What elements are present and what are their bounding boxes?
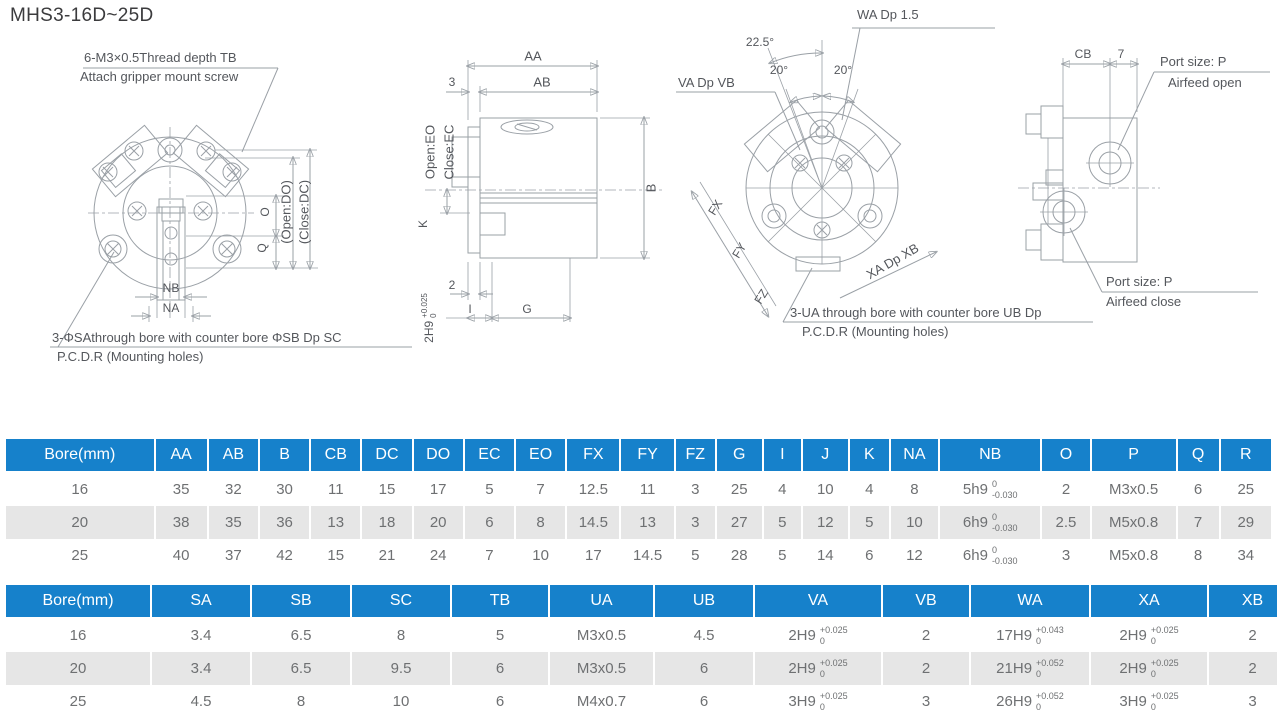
- table-cell: 29: [1220, 506, 1271, 539]
- front-callout-top-line1: 6-M3×0.5Thread depth TB: [84, 50, 237, 65]
- table-cell: 9.5: [351, 652, 451, 685]
- table-cell: 14: [802, 539, 849, 572]
- tol-stack: [992, 479, 1018, 500]
- table-cell: 20: [6, 652, 151, 685]
- table1-header-row: [6, 439, 1271, 472]
- col-header-fx: FX: [566, 439, 620, 472]
- tolerance-value: [963, 545, 1018, 566]
- dim-q-label: Q: [255, 243, 270, 253]
- table-cell: 34: [1220, 539, 1271, 572]
- col-header-va: VA: [754, 585, 882, 618]
- tol-base: 26H9: [996, 693, 1033, 710]
- tol-stack: [820, 691, 848, 712]
- table-cell: 3.4: [151, 652, 251, 685]
- dim-ab-label: AB: [533, 74, 551, 90]
- tol-upper: +0.025: [819, 658, 848, 669]
- col-header-nb: NB: [939, 439, 1041, 472]
- dim-7-label: 7: [1117, 47, 1125, 62]
- table-cell: 3: [1208, 685, 1277, 718]
- tolerance-value: [996, 625, 1064, 646]
- tol-stack: [1151, 658, 1179, 679]
- tol-upper: 0: [991, 479, 997, 490]
- col-header-cb: CB: [310, 439, 361, 472]
- table-cell: 8: [351, 618, 451, 652]
- table-cell: 6: [451, 685, 549, 718]
- front-callout-top-line2: Attach gripper mount screw: [80, 69, 239, 84]
- front-view-drawing: [50, 68, 412, 347]
- table-cell: 2: [882, 652, 970, 685]
- tol-stack: [992, 545, 1018, 566]
- table-cell: 37: [208, 539, 259, 572]
- dim-g-label: G: [522, 302, 532, 317]
- table-cell: [939, 472, 1041, 506]
- col-header-fz: FZ: [675, 439, 716, 472]
- page-title: MHS3-16D~25D: [10, 5, 154, 26]
- table-cell: 6: [654, 652, 754, 685]
- table-cell: 6.5: [251, 618, 351, 652]
- dim-i-label: I: [468, 302, 472, 317]
- tol-stack: [1036, 691, 1064, 712]
- angle-callout-line2: P.C.D.R (Mounting holes): [802, 324, 949, 339]
- col-header-tb: TB: [451, 585, 549, 618]
- col-header-k: K: [849, 439, 890, 472]
- table-cell: 5: [464, 472, 515, 506]
- table-cell: [754, 652, 882, 685]
- table-cell: 6.5: [251, 652, 351, 685]
- tol-base: 2H9: [788, 660, 816, 677]
- table-cell: 16: [71, 481, 89, 498]
- section-view-drawing: [422, 60, 662, 322]
- port-view-drawing: [1018, 58, 1270, 292]
- table-cell: M5x0.8: [1091, 506, 1177, 539]
- table-cell: 5: [451, 618, 549, 652]
- table-row-bore-25: [6, 539, 1271, 572]
- table-cell: 13: [620, 506, 674, 539]
- angle-callout-line1: 3-UA through bore with counter bore UB Dp: [790, 305, 1042, 320]
- dim-close-dc-label: (Close:DC): [296, 179, 312, 245]
- tol-base: 6h9: [962, 547, 988, 564]
- tol-lower: 0: [429, 313, 438, 318]
- table-cell: 17: [413, 472, 464, 506]
- col-header-xa: XA: [1090, 585, 1208, 618]
- col-header-sb: SB: [251, 585, 351, 618]
- tolerance-value: [1119, 625, 1178, 646]
- table-cell: 7: [515, 472, 566, 506]
- table-cell: 6: [1177, 472, 1220, 506]
- tolerance-value: [1119, 691, 1178, 712]
- table-cell: 27: [716, 506, 763, 539]
- col-header-b: B: [259, 439, 310, 472]
- dim-k-label: K: [416, 219, 431, 229]
- tol-upper: +0.025: [1150, 691, 1179, 702]
- tolerance-value: [1119, 658, 1178, 679]
- table-cell: 12: [890, 539, 939, 572]
- tol-upper: +0.025: [819, 691, 848, 702]
- tolerance-value: [788, 658, 847, 679]
- table-cell: 6: [654, 685, 754, 718]
- angle-225-label: 22.5°: [745, 35, 775, 50]
- table-cell: 18: [361, 506, 412, 539]
- table-cell: [754, 618, 882, 652]
- open-eo-label: Open:EO: [422, 124, 438, 180]
- tol-lower: 0: [1150, 635, 1156, 646]
- tol-stack: [992, 512, 1018, 533]
- table-cell: [1090, 618, 1208, 652]
- col-header-xb: XB: [1208, 585, 1277, 618]
- table-cell: 8: [515, 506, 566, 539]
- table-cell: 38: [155, 506, 208, 539]
- tol-lower: -0.030: [991, 555, 1018, 566]
- dim-fx-label: FX: [705, 197, 726, 218]
- table1-head: [6, 439, 1271, 472]
- tol-stack: [1151, 625, 1179, 646]
- tol-lower: 0: [819, 635, 825, 646]
- tolerance-value: [963, 512, 1018, 533]
- table-cell: 8: [1177, 539, 1220, 572]
- col-header-do: DO: [413, 439, 464, 472]
- table-cell: 3: [675, 506, 716, 539]
- table-cell: 15: [310, 539, 361, 572]
- table-cell: [939, 506, 1041, 539]
- table-cell: 40: [155, 539, 208, 572]
- tol-base: 2H9: [788, 627, 816, 644]
- port-close-line1: Port size: P: [1106, 274, 1173, 289]
- table-cell: 24: [413, 539, 464, 572]
- close-ec-label: Close:EC: [441, 124, 457, 180]
- table-cell: 42: [259, 539, 310, 572]
- tolerance-value: [788, 691, 847, 712]
- table-cell: 11: [310, 472, 361, 506]
- table-cell: 13: [310, 506, 361, 539]
- table-cell: 16: [69, 627, 87, 644]
- table-cell: 7: [1177, 506, 1220, 539]
- dim-aa-label: AA: [524, 48, 542, 64]
- dimensions-table-1: [6, 439, 1271, 572]
- tolerance-value: [963, 479, 1018, 500]
- tol-lower: 0: [1150, 701, 1156, 712]
- tol-upper: +0.025: [819, 625, 848, 636]
- front-callout-bottom-line2: P.C.D.R (Mounting holes): [57, 349, 204, 364]
- wa-callout: WA Dp 1.5: [857, 7, 919, 22]
- table-cell: 35: [208, 506, 259, 539]
- angle-view-drawing: [676, 28, 1093, 322]
- dim-open-do-label: (Open:DO): [278, 180, 294, 244]
- dim-xa-label: XA Dp XB: [863, 240, 922, 283]
- col-header-bore-mm-: Bore(mm): [6, 585, 151, 618]
- col-header-q: Q: [1177, 439, 1220, 472]
- col-header-ec: EC: [464, 439, 515, 472]
- table-cell: 20: [6, 506, 155, 539]
- tolerance-value: [996, 658, 1064, 679]
- table-cell: 5: [763, 539, 802, 572]
- table-cell: 25: [71, 547, 89, 564]
- table-cell: 5: [675, 539, 716, 572]
- table-cell: 14.5: [566, 506, 620, 539]
- table-cell: 4: [763, 472, 802, 506]
- dim-2h9-label: [421, 293, 439, 343]
- table-cell: [1090, 685, 1208, 718]
- port-close-line2: Airfeed close: [1106, 294, 1182, 309]
- port-open-line1: Port size: P: [1160, 54, 1227, 69]
- table-cell: 10: [802, 472, 849, 506]
- col-header-aa: AA: [155, 439, 208, 472]
- table-cell: 3.4: [151, 618, 251, 652]
- table-cell: [970, 618, 1090, 652]
- table-row-bore-25: [6, 685, 1277, 718]
- table-cell: M3x0.5: [549, 618, 654, 652]
- front-callout-bottom-line1: 3-ΦSAthrough bore with counter bore ΦSB Dp SC: [52, 330, 342, 345]
- table-cell: [754, 685, 882, 718]
- table-cell: [1090, 652, 1208, 685]
- col-header-wa: WA: [970, 585, 1090, 618]
- table-cell: M3x0.5: [1091, 472, 1177, 506]
- col-header-ub: UB: [654, 585, 754, 618]
- table-cell: 8: [890, 472, 939, 506]
- table-cell: 15: [361, 472, 412, 506]
- col-header-o: O: [1041, 439, 1090, 472]
- col-header-p: P: [1091, 439, 1177, 472]
- table-cell: M4x0.7: [549, 685, 654, 718]
- tol-lower: -0.030: [991, 522, 1018, 533]
- table-cell: 32: [208, 472, 259, 506]
- table-cell: 6: [451, 652, 549, 685]
- tol-upper: 0: [991, 545, 997, 556]
- tol-base: 2H9: [422, 320, 437, 343]
- tol-base: 3H9: [788, 693, 816, 710]
- table-cell: 7: [464, 539, 515, 572]
- table2-head: [6, 585, 1277, 618]
- tol-base: 5h9: [962, 481, 988, 498]
- table-cell: 17: [566, 539, 620, 572]
- tolerance-value: [996, 691, 1064, 712]
- tol-upper: +0.025: [1150, 625, 1179, 636]
- col-header-g: G: [716, 439, 763, 472]
- table-cell: 5: [763, 506, 802, 539]
- table-row-bore-20: [6, 652, 1277, 685]
- tol-stack: [1036, 658, 1064, 679]
- table-cell: 25: [1220, 472, 1271, 506]
- table-cell: 4.5: [151, 685, 251, 718]
- table-cell: 20: [413, 506, 464, 539]
- table-cell: 6: [849, 539, 890, 572]
- dim-o-label: O: [258, 207, 273, 217]
- tol-base: 2H9: [1119, 627, 1147, 644]
- dim-3-label: 3: [448, 75, 456, 90]
- dim-b-label: B: [643, 183, 659, 193]
- col-header-i: I: [763, 439, 802, 472]
- tol-lower: 0: [1036, 701, 1042, 712]
- dim-nb-label: NB: [162, 281, 180, 296]
- tol-lower: 0: [1036, 668, 1042, 679]
- port-open-line2: Airfeed open: [1168, 75, 1242, 90]
- tol-stack: [820, 658, 848, 679]
- tol-lower: 0: [819, 668, 825, 679]
- tol-upper: +0.025: [1150, 658, 1179, 669]
- tol-upper: +0.025: [420, 293, 430, 318]
- table-cell: 10: [515, 539, 566, 572]
- col-header-eo: EO: [515, 439, 566, 472]
- table-cell: 2: [1041, 472, 1090, 506]
- table-cell: 3: [1041, 539, 1090, 572]
- tol-stack: [421, 293, 439, 318]
- table-cell: M5x0.8: [1091, 539, 1177, 572]
- col-header-fy: FY: [620, 439, 674, 472]
- table-cell: 35: [155, 472, 208, 506]
- col-header-na: NA: [890, 439, 939, 472]
- col-header-dc: DC: [361, 439, 412, 472]
- col-header-sa: SA: [151, 585, 251, 618]
- col-header-vb: VB: [882, 585, 970, 618]
- table-cell: 2: [882, 618, 970, 652]
- dimensions-table-2: [6, 585, 1277, 718]
- col-header-sc: SC: [351, 585, 451, 618]
- table-row-bore-20: [6, 506, 1271, 539]
- tol-upper: +0.043: [1036, 625, 1064, 636]
- table-cell: 11: [620, 472, 674, 506]
- table-cell: 5: [849, 506, 890, 539]
- table-cell: 4: [849, 472, 890, 506]
- col-header-r: R: [1220, 439, 1271, 472]
- tol-upper: +0.052: [1036, 658, 1064, 669]
- table-cell: 3: [882, 685, 970, 718]
- tol-base: 2H9: [1119, 660, 1147, 677]
- table-cell: 2: [1208, 652, 1277, 685]
- table-cell: 12.5: [566, 472, 620, 506]
- col-header-j: J: [802, 439, 849, 472]
- table1-body: [6, 472, 1271, 572]
- table-cell: M3x0.5: [549, 652, 654, 685]
- table-cell: 25: [69, 693, 87, 710]
- tol-base: 21H9: [996, 660, 1033, 677]
- col-header-ua: UA: [549, 585, 654, 618]
- angle-20-left-label: 20°: [769, 63, 789, 78]
- tol-base: 3H9: [1119, 693, 1147, 710]
- table-cell: [939, 539, 1041, 572]
- angle-20-right-label: 20°: [833, 63, 853, 78]
- table-cell: 6: [464, 506, 515, 539]
- tol-stack: [1151, 691, 1179, 712]
- table-cell: [970, 652, 1090, 685]
- table-cell: 4.5: [654, 618, 754, 652]
- tol-upper: 0: [991, 512, 997, 523]
- dim-na-label: NA: [162, 301, 180, 316]
- table-cell: 2: [1208, 618, 1277, 652]
- table-cell: [970, 685, 1090, 718]
- table-cell: 10: [890, 506, 939, 539]
- dim-fz-label: FZ: [751, 286, 772, 307]
- table-row-bore-16: [6, 472, 1271, 506]
- table-cell: 2.5: [1041, 506, 1090, 539]
- dim-2-label: 2: [448, 278, 456, 293]
- table-cell: 3: [675, 472, 716, 506]
- table-cell: 14.5: [620, 539, 674, 572]
- table-cell: 10: [351, 685, 451, 718]
- tol-lower: 0: [819, 701, 825, 712]
- tol-stack: [1036, 625, 1064, 646]
- tol-lower: 0: [1036, 635, 1042, 646]
- table2-body: [6, 618, 1277, 718]
- table-cell: 28: [716, 539, 763, 572]
- table-cell: 30: [259, 472, 310, 506]
- dim-cb-label: CB: [1074, 47, 1092, 62]
- table2-header-row: [6, 585, 1277, 618]
- tol-upper: +0.052: [1036, 691, 1064, 702]
- tolerance-value: [788, 625, 847, 646]
- col-header-ab: AB: [208, 439, 259, 472]
- dim-fy-label: FY: [729, 240, 750, 261]
- col-header-bore-mm-: Bore(mm): [6, 439, 155, 472]
- table-cell: 12: [802, 506, 849, 539]
- table-cell: 36: [259, 506, 310, 539]
- table-row-bore-16: [6, 618, 1277, 652]
- tol-lower: -0.030: [991, 489, 1018, 500]
- tol-base: 6h9: [962, 514, 988, 531]
- tol-lower: 0: [1150, 668, 1156, 679]
- tol-stack: [820, 625, 848, 646]
- table-cell: 25: [716, 472, 763, 506]
- table-cell: 8: [251, 685, 351, 718]
- va-callout: VA Dp VB: [678, 75, 735, 90]
- tol-base: 17H9: [996, 627, 1033, 644]
- table-cell: 21: [361, 539, 412, 572]
